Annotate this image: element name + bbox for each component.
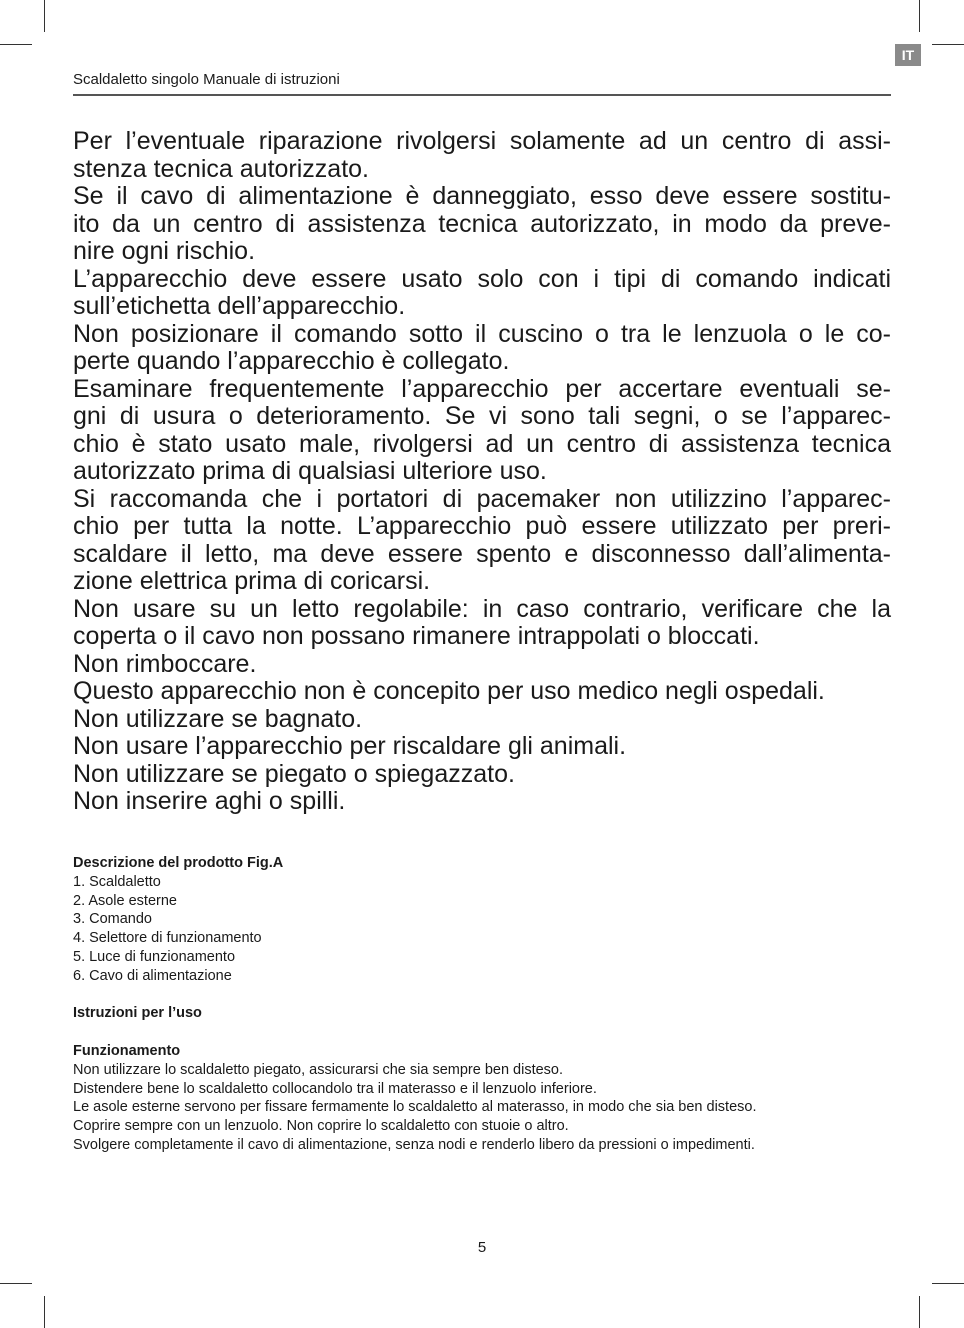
warning-paragraph (73, 788, 891, 816)
warning-line: chio per tutta la notte. L’apparecchio può essere utilizzato per preri- (73, 512, 891, 540)
warning-paragraph (73, 266, 891, 321)
instruction-line: Svolgere completamente il cavo di alimentazione, senza nodi e renderlo libero da pressioni o impedimenti. (73, 1136, 755, 1153)
warning-paragraph (73, 486, 891, 596)
instruction-line: Coprire sempre con un lenzuolo. Non coprire lo scaldaletto con stuoie o altro. (73, 1118, 569, 1135)
part-item: 4. Selettore di funzionamento (73, 930, 262, 947)
warning-line: ito da un centro di assistenza tecnica autorizzato, in modo da preve- (73, 209, 891, 238)
instruction-line: Non utilizzare lo scaldaletto piegato, assicurarsi che sia sempre ben disteso. (73, 1061, 564, 1078)
crop-mark (919, 1296, 920, 1328)
warning-paragraph (73, 321, 891, 376)
warning-line: sull’etichetta dell’apparecchio. (73, 292, 406, 320)
warning-paragraph (73, 596, 891, 651)
warning-line: nire ogni rischio. (73, 237, 256, 265)
crop-mark (0, 1283, 32, 1284)
header-divider (73, 94, 891, 96)
warning-line: Esaminare frequentemente l’apparecchio per accertare eventuali se- (73, 374, 891, 403)
crop-mark (932, 1283, 964, 1284)
manual-title: Scaldaletto singolo Manuale di istruzioni (73, 71, 340, 88)
instruction-line: Le asole esterne servono per fissare fermamente lo scaldaletto al materasso, in modo che sia ben disteso. (73, 1099, 757, 1116)
warning-paragraph (73, 706, 891, 734)
warning-line: chio è stato usato male, rivolgersi ad un centro di assistenza tecnica (73, 429, 891, 458)
warning-line: gni di usura o deterioramento. Se vi sono tali segni, o se l’apparec- (73, 402, 891, 430)
crop-mark (919, 0, 920, 32)
parts-list (73, 873, 893, 986)
warning-line: coperta o il cavo non possano rimanere intrappolati o bloccati. (73, 622, 760, 650)
safety-warnings (73, 128, 891, 816)
part-item: 3. Comando (73, 911, 152, 928)
warning-paragraph (73, 678, 891, 706)
warning-line: Si raccomanda che i portatori di pacemaker non utilizzino l’apparec- (73, 484, 891, 513)
part-item: 2. Asole esterne (73, 892, 177, 909)
page-header (73, 70, 891, 96)
instruction-line: Distendere bene lo scaldaletto collocandolo tra il materasso e il lenzuolo inferiore. (73, 1080, 597, 1097)
warning-line: stenza tecnica autorizzato. (73, 154, 369, 183)
warning-line: scaldare il letto, ma deve essere spento e disconnesso dall’alimenta- (73, 539, 891, 568)
language-badge: IT (895, 44, 921, 66)
warning-line: Per l’eventuale riparazione rivolgersi solamente ad un centro di assi- (73, 127, 891, 155)
warning-line: Questo apparecchio non è concepito per uso medico negli ospedali. (73, 677, 825, 705)
part-item: 6. Cavo di alimentazione (73, 967, 232, 984)
crop-mark (932, 44, 964, 45)
warning-paragraph (73, 183, 891, 266)
crop-mark (44, 1296, 45, 1328)
crop-mark (0, 44, 32, 45)
warning-line: perte quando l’apparecchio è collegato. (73, 347, 510, 375)
warning-line: zione elettrica prima di coricarsi. (73, 567, 431, 595)
product-section (73, 854, 893, 1155)
warning-paragraph (73, 761, 891, 789)
operation-subheading: Funzionamento (73, 1042, 181, 1059)
warning-line: Non usare su un letto regolabile: in caso contrario, verificare che la (73, 594, 891, 623)
warning-line: Non utilizzare se piegato o spiegazzato. (73, 759, 515, 788)
warning-line: autorizzato prima di qualsiasi ulteriore uso. (73, 457, 547, 485)
warning-line: Non inserire aghi o spilli. (73, 787, 346, 815)
warning-paragraph (73, 376, 891, 486)
page-number: 5 (477, 1239, 487, 1256)
part-item: 5. Luce di funzionamento (73, 948, 236, 965)
warning-line: L’apparecchio deve essere usato solo con i tipi di comando indicati (73, 264, 891, 293)
instructions-heading: Istruzioni per l’uso (73, 1005, 202, 1022)
warning-line: Non rimboccare. (73, 649, 257, 678)
description-heading: Descrizione del prodotto Fig.A (73, 855, 284, 871)
part-item: 1. Scaldaletto (73, 873, 161, 890)
warning-line: Se il cavo di alimentazione è danneggiato, esso deve essere sostitu- (73, 182, 891, 210)
warning-line: Non usare l’apparecchio per riscaldare gli animali. (73, 732, 627, 760)
warning-line: Non posizionare il comando sotto il cuscino o tra le lenzuola o le co- (73, 319, 891, 348)
warning-line: Non utilizzare se bagnato. (73, 704, 363, 733)
crop-mark (44, 0, 45, 32)
warning-paragraph (73, 651, 891, 679)
warning-paragraph (73, 733, 891, 761)
warning-paragraph (73, 128, 891, 183)
